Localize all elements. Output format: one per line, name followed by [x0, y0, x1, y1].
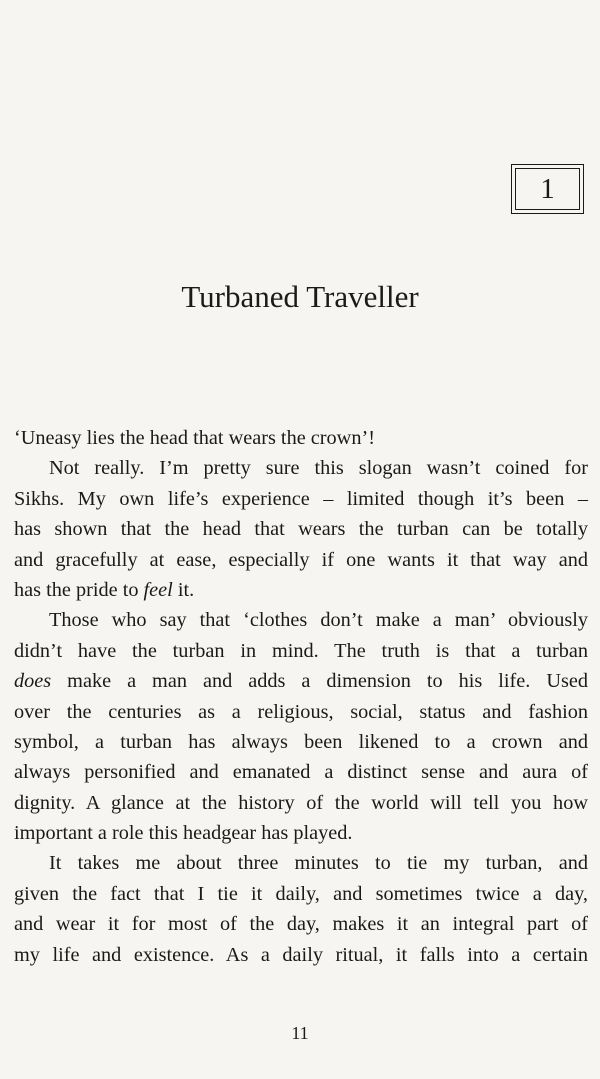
page-number: 11	[291, 1023, 309, 1043]
text-line: given the fact that I tie it daily, and sometimes twice a day,	[14, 882, 588, 905]
chapter-number-box	[511, 164, 584, 214]
body-text	[14, 423, 588, 970]
text-line: always personified and emanated a distinct sense and aura of	[14, 761, 588, 784]
text-line: symbol, a turban has always been likened to a crown and	[14, 730, 588, 753]
text-line: It takes me about three minutes to tie my turban, and	[49, 852, 588, 875]
text-line: does make a man and adds a dimension to his life. Used	[14, 670, 588, 693]
text-line: and gracefully at ease, especially if one wants it that way and	[14, 548, 588, 571]
text-line: important a role this headgear has played.	[14, 822, 353, 845]
text-line: and wear it for most of the day, makes it an integral part of	[14, 913, 588, 936]
text-line: over the centuries as a religious, social, status and fashion	[14, 700, 588, 723]
chapter-number: 1	[540, 173, 555, 205]
text-line: didn’t have the turban in mind. The truth is that a turban	[14, 639, 588, 662]
text-line: has the pride to feel it.	[14, 578, 195, 601]
text-line: has shown that the head that wears the turban can be totally	[14, 518, 588, 541]
italic-word: does	[14, 670, 52, 693]
italic-word: feel	[143, 578, 173, 601]
text-line: my life and existence. As a daily ritual, it falls into a certain	[14, 943, 588, 966]
chapter-title: Turbaned Traveller	[181, 279, 419, 314]
text-line: Those who say that ‘clothes don’t make a man’ obviously	[49, 609, 588, 632]
text-line: dignity. A glance at the history of the world will tell you how	[14, 791, 588, 814]
text-line: Not really. I’m pretty sure this slogan wasn’t coined for	[49, 457, 588, 480]
text-line: Sikhs. My own life’s experience – limited though it’s been –	[14, 487, 588, 510]
text-line: ‘Uneasy lies the head that wears the crown’!	[14, 427, 375, 449]
